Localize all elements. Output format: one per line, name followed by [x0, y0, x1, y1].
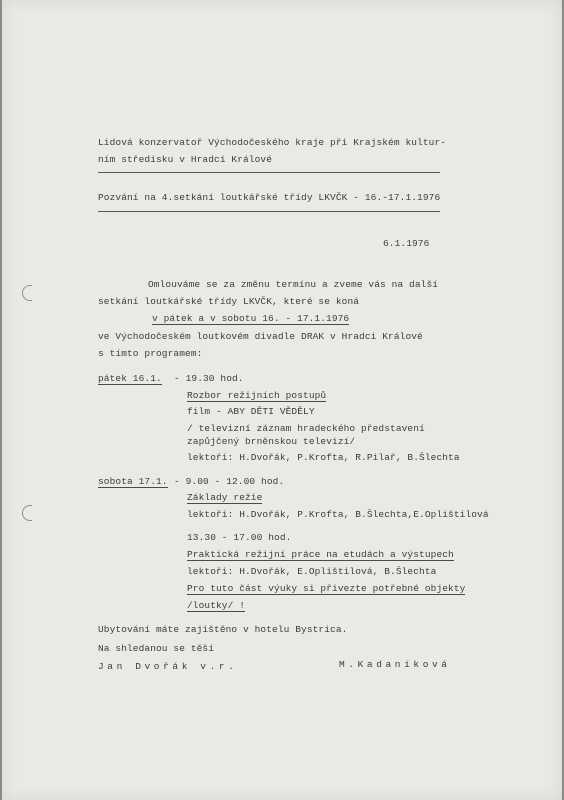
friday-topic: Rozbor režijních postupů	[187, 390, 327, 401]
intro-line-4: ve Východočeském loutkovém divadle DRAK v Hradci Králové	[98, 331, 423, 342]
intro-line-5: s tímto programem:	[98, 348, 203, 359]
saturday-note-1: Pro tuto část výuky si přivezte potřebné objekty	[187, 583, 466, 594]
saturday-time-2: 13.30 - 17.00 hod.	[187, 532, 292, 543]
letter-date: 6.1.1976	[383, 238, 430, 249]
punch-hole-bottom	[22, 505, 32, 521]
friday-lecturers: lektoři: H.Dvořák, P.Krofta, R.Pilař, B.Šlechta	[187, 452, 460, 463]
saturday-topic-2: Praktická režijní práce na etudách a výstupech	[187, 549, 454, 560]
closing-line-2: Na shledanou se těší	[98, 643, 215, 654]
friday-film: film - ABY DĚTI VĚDĚLY	[187, 406, 315, 417]
header-rule	[98, 172, 440, 173]
closing-line-1: Ubytování máte zajištěno v hotelu Bystrica.	[98, 624, 348, 635]
punch-hole-top	[22, 285, 32, 301]
subject-rule	[98, 211, 440, 212]
intro-line-1: Omlouváme se za změnu termínu a zveme vás na další	[148, 279, 439, 290]
friday-day: pátek 16.1.	[98, 373, 162, 384]
header-line-1: Lidová konzervatoř Východočeského kraje při Krajském kultur-	[98, 137, 447, 148]
saturday-lecturers: lektoři: H.Dvořák, P.Krofta, B.Šlechta,E.Oplištilová	[187, 509, 489, 520]
saturday-time: - 9.00 - 12.00 hod.	[174, 476, 285, 487]
subject-line: Pozvání na 4.setkání loutkářské třídy LKVČK - 16.-17.1.1976	[98, 192, 441, 203]
intro-line-3: v pátek a v sobotu 16. - 17.1.1976	[152, 313, 350, 324]
intro-line-2: setkání loutkářské třídy LKVČK, které se koná	[98, 296, 360, 307]
header-line-2: ním středisku v Hradci Králové	[98, 154, 273, 165]
friday-time: - 19.30 hod.	[174, 373, 244, 384]
saturday-note-2: /loutky/ !	[187, 600, 246, 611]
signature-right: M.Kadaníková	[339, 659, 451, 670]
signature-left: Jan Dvořák v.r.	[98, 661, 238, 672]
friday-note-2: zapůjčený brněnskou televizí/	[187, 436, 356, 447]
saturday-topic: Základy režie	[187, 492, 263, 503]
saturday-lecturers-2: lektoři: H.Dvořák, E.Oplištilová, B.Šlechta	[187, 566, 437, 577]
friday-note-1: / televizní záznam hradeckého představení	[187, 423, 425, 434]
saturday-day: sobota 17.1.	[98, 476, 168, 487]
document-page	[2, 0, 562, 800]
